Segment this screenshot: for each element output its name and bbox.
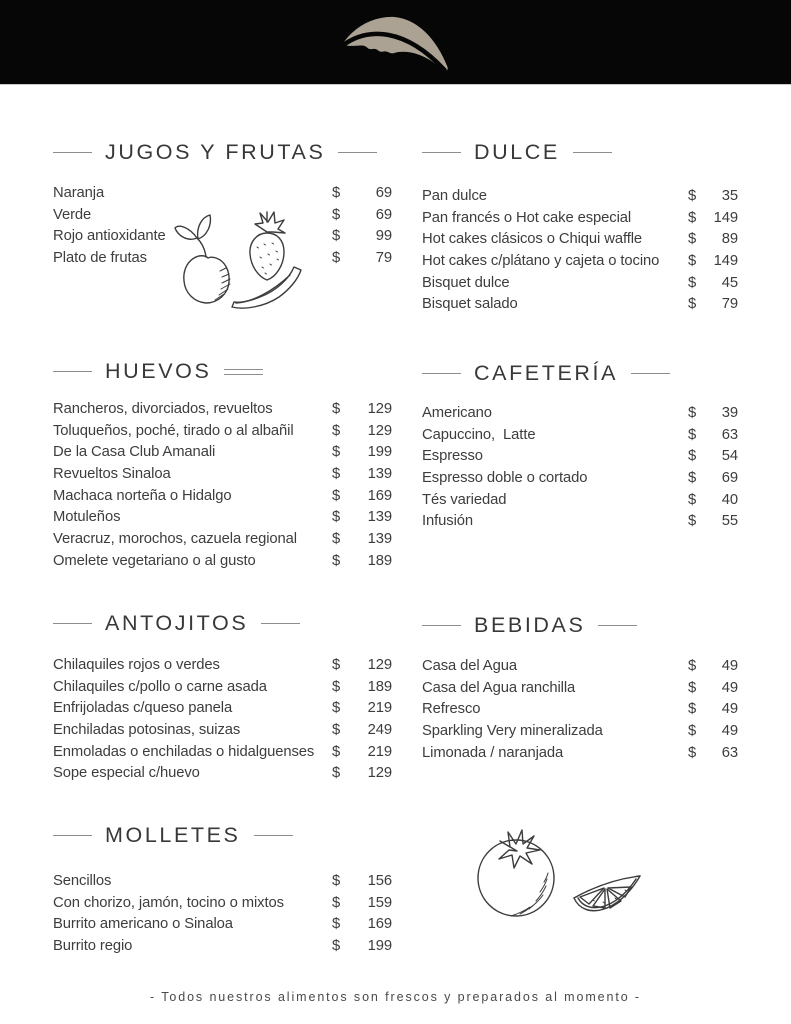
menu-item-row <box>422 467 738 489</box>
item-price: 199 <box>367 937 392 954</box>
menu-item-row <box>422 424 738 446</box>
item-currency: $ <box>332 249 341 266</box>
menu-item-row <box>422 489 738 511</box>
item-price: 49 <box>721 679 738 696</box>
section-title: CAFETERÍA <box>474 361 619 385</box>
section-items <box>422 402 738 532</box>
item-currency: $ <box>332 894 341 911</box>
menu-item-row <box>53 697 392 719</box>
item-price: 169 <box>367 487 392 504</box>
item-currency: $ <box>688 657 697 674</box>
item-name: Refresco <box>422 701 481 718</box>
item-price: 99 <box>375 228 392 245</box>
item-currency: $ <box>688 491 697 508</box>
item-currency: $ <box>688 187 697 204</box>
menu-item-row <box>53 892 392 914</box>
fruits-illustration <box>172 197 314 315</box>
item-price: 79 <box>375 249 392 266</box>
section-header <box>53 139 392 166</box>
section-title: MOLLETES <box>105 823 241 847</box>
item-currency: $ <box>332 743 341 760</box>
section-bebidas <box>422 612 738 763</box>
item-currency: $ <box>332 530 341 547</box>
section-title: HUEVOS <box>105 359 212 383</box>
item-currency: $ <box>332 552 341 569</box>
item-price: 69 <box>721 469 738 486</box>
section-header <box>53 358 392 385</box>
divider-line <box>261 623 300 624</box>
menu-item-row <box>422 272 738 294</box>
item-price: 199 <box>367 444 392 461</box>
item-name: Chilaquiles c/pollo o carne asada <box>53 678 267 695</box>
section-title: ANTOJITOS <box>105 611 249 635</box>
item-name: Bisquet dulce <box>422 274 510 291</box>
section-header <box>422 139 738 166</box>
item-currency: $ <box>332 444 341 461</box>
item-name: Enfrijoladas c/queso panela <box>53 700 233 717</box>
item-price: 159 <box>367 894 392 911</box>
item-name: Limonada / naranjada <box>422 744 564 761</box>
item-currency: $ <box>688 231 697 248</box>
section-molletes <box>53 822 392 957</box>
item-name: Burrito regio <box>53 937 133 954</box>
menu-item-row <box>53 762 392 784</box>
menu-item-row <box>422 185 738 207</box>
item-price: 89 <box>721 231 738 248</box>
item-name: De la Casa Club Amanali <box>53 444 216 461</box>
item-name: Omelete vegetariano o al gusto <box>53 552 256 569</box>
item-name: Rojo antioxidante <box>53 228 166 245</box>
item-name: Burrito americano o Sinaloa <box>53 916 233 933</box>
divider-line <box>631 373 670 374</box>
item-currency: $ <box>332 400 341 417</box>
menu-item-row <box>53 528 392 550</box>
item-price: 139 <box>367 465 392 482</box>
section-items <box>422 655 738 763</box>
section-title: JUGOS Y FRUTAS <box>105 140 326 164</box>
section-header <box>53 610 392 637</box>
menu-item-row <box>53 420 392 442</box>
menu-item-row <box>422 293 738 315</box>
item-currency: $ <box>688 744 697 761</box>
item-currency: $ <box>332 184 341 201</box>
item-price: 129 <box>367 400 392 417</box>
item-name: Capuccino, Latte <box>422 426 536 443</box>
menu-item-row <box>422 698 738 720</box>
item-currency: $ <box>332 872 341 889</box>
item-currency: $ <box>688 448 697 465</box>
item-name: Machaca norteña o Hidalgo <box>53 487 232 504</box>
leaf-icon <box>339 13 452 75</box>
section-title: BEBIDAS <box>474 613 586 637</box>
menu-item-row <box>53 485 392 507</box>
section-dulce <box>422 139 738 315</box>
item-name: Infusión <box>422 513 474 530</box>
item-price: 40 <box>721 491 738 508</box>
item-name: Chilaquiles rojos o verdes <box>53 656 220 673</box>
section-header <box>422 612 738 639</box>
item-name: Hot cakes clásicos o Chiqui waffle <box>422 231 643 248</box>
item-currency: $ <box>332 487 341 504</box>
item-price: 45 <box>721 274 738 291</box>
item-name: Motuleños <box>53 509 121 526</box>
item-name: Plato de frutas <box>53 249 147 266</box>
item-price: 69 <box>375 206 392 223</box>
divider-line <box>53 835 92 836</box>
section-header <box>422 360 738 387</box>
item-currency: $ <box>332 678 341 695</box>
item-name: Espresso <box>422 448 483 465</box>
section-cafeteria <box>422 360 738 532</box>
menu-item-row <box>53 506 392 528</box>
tomato-citrus-illustration <box>466 818 650 938</box>
item-currency: $ <box>688 209 697 226</box>
item-currency: $ <box>688 252 697 269</box>
item-name: Casa del Agua ranchilla <box>422 679 576 696</box>
divider-line <box>573 152 612 153</box>
item-currency: $ <box>332 465 341 482</box>
divider-line <box>422 625 461 626</box>
item-name: Tés variedad <box>422 491 507 508</box>
item-name: Enmoladas o enchiladas o hidalguenses <box>53 743 315 760</box>
item-name: Pan dulce <box>422 187 487 204</box>
menu-item-row <box>53 654 392 676</box>
menu-item-row <box>53 741 392 763</box>
item-price: 49 <box>721 722 738 739</box>
divider-line <box>53 623 92 624</box>
item-price: 219 <box>367 743 392 760</box>
item-name: Toluqueños, poché, tirado o al albañil <box>53 422 294 439</box>
item-price: 156 <box>367 872 392 889</box>
divider-line <box>254 835 293 836</box>
item-currency: $ <box>688 426 697 443</box>
item-price: 69 <box>375 184 392 201</box>
menu-item-row <box>53 398 392 420</box>
menu-item-row <box>422 677 738 699</box>
item-currency: $ <box>332 916 341 933</box>
menu-item-row <box>422 742 738 764</box>
item-name: Hot cakes c/plátano y cajeta o tocino <box>422 252 660 269</box>
item-currency: $ <box>332 509 341 526</box>
menu-item-row <box>422 228 738 250</box>
menu-item-row <box>53 441 392 463</box>
divider-line <box>53 152 92 153</box>
item-name: Sencillos <box>53 872 112 889</box>
item-currency: $ <box>332 656 341 673</box>
item-name: Americano <box>422 404 492 421</box>
item-name: Revueltos Sinaloa <box>53 465 171 482</box>
item-currency: $ <box>332 422 341 439</box>
item-price: 129 <box>367 422 392 439</box>
item-name: Naranja <box>53 184 105 201</box>
menu-item-row <box>53 676 392 698</box>
item-price: 129 <box>367 656 392 673</box>
menu-item-row <box>422 250 738 272</box>
item-name: Enchiladas potosinas, suizas <box>53 721 241 738</box>
item-price: 49 <box>721 701 738 718</box>
menu-item-row <box>53 719 392 741</box>
section-items <box>422 185 738 315</box>
item-currency: $ <box>332 228 341 245</box>
section-items <box>53 398 392 572</box>
item-currency: $ <box>332 721 341 738</box>
item-price: 189 <box>367 678 392 695</box>
item-price: 49 <box>721 657 738 674</box>
item-price: 149 <box>713 209 738 226</box>
item-name: Espresso doble o cortado <box>422 469 588 486</box>
header-bar <box>0 0 791 85</box>
item-currency: $ <box>688 679 697 696</box>
item-price: 139 <box>367 509 392 526</box>
menu-item-row <box>422 510 738 532</box>
section-antojitos <box>53 610 392 784</box>
item-currency: $ <box>688 274 697 291</box>
menu-item-row <box>53 935 392 957</box>
item-price: 63 <box>721 744 738 761</box>
item-name: Sparkling Very mineralizada <box>422 722 603 739</box>
item-currency: $ <box>332 937 341 954</box>
section-items <box>53 654 392 784</box>
item-price: 219 <box>367 700 392 717</box>
item-price: 54 <box>721 448 738 465</box>
section-header <box>53 822 392 849</box>
menu-item-row <box>53 550 392 572</box>
menu-item-row <box>422 445 738 467</box>
item-currency: $ <box>688 404 697 421</box>
divider-line <box>598 625 637 626</box>
item-currency: $ <box>332 206 341 223</box>
item-currency: $ <box>688 469 697 486</box>
item-price: 39 <box>721 404 738 421</box>
item-name: Bisquet salado <box>422 296 518 313</box>
item-name: Sope especial c/huevo <box>53 765 200 782</box>
item-price: 189 <box>367 552 392 569</box>
item-name: Verde <box>53 206 92 223</box>
footer-note: - Todos nuestros alimentos son frescos y preparados al momento - <box>150 990 641 1004</box>
item-name: Con chorizo, jamón, tocino o mixtos <box>53 894 284 911</box>
item-currency: $ <box>688 701 697 718</box>
section-title: DULCE <box>474 140 560 164</box>
item-name: Rancheros, divorciados, revueltos <box>53 400 273 417</box>
section-items <box>53 870 392 957</box>
item-price: 249 <box>367 721 392 738</box>
item-currency: $ <box>688 296 697 313</box>
item-price: 55 <box>721 513 738 530</box>
divider-line <box>338 152 377 153</box>
item-name: Casa del Agua <box>422 657 517 674</box>
menu-item-row <box>53 463 392 485</box>
divider-line <box>53 371 92 372</box>
menu-item-row <box>422 207 738 229</box>
item-currency: $ <box>688 722 697 739</box>
item-price: 169 <box>367 916 392 933</box>
item-price: 149 <box>713 252 738 269</box>
item-name: Veracruz, morochos, cazuela regional <box>53 530 297 547</box>
menu-item-row <box>53 913 392 935</box>
item-price: 129 <box>367 765 392 782</box>
divider-double-line <box>224 369 263 375</box>
item-name: Pan francés o Hot cake especial <box>422 209 632 226</box>
menu-item-row <box>422 655 738 677</box>
item-currency: $ <box>332 765 341 782</box>
item-price: 63 <box>721 426 738 443</box>
item-currency: $ <box>332 700 341 717</box>
divider-line <box>422 373 461 374</box>
item-price: 79 <box>721 296 738 313</box>
section-huevos <box>53 358 392 572</box>
menu-item-row <box>53 870 392 892</box>
menu-item-row <box>422 402 738 424</box>
item-price: 139 <box>367 530 392 547</box>
divider-line <box>422 152 461 153</box>
item-currency: $ <box>688 513 697 530</box>
item-price: 35 <box>721 187 738 204</box>
menu-item-row <box>422 720 738 742</box>
